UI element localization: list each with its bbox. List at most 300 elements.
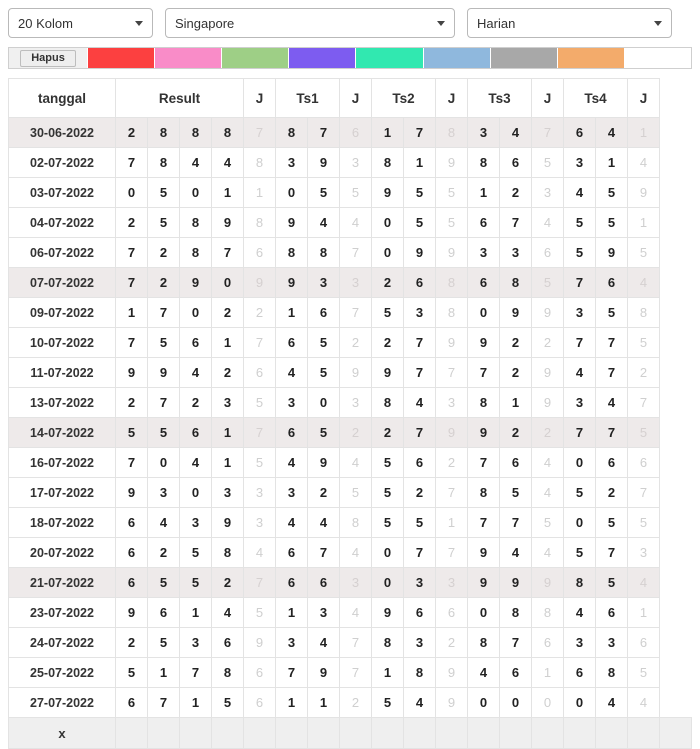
cell-digit[interactable]: 4 xyxy=(308,628,340,658)
cell-digit[interactable]: 5 xyxy=(500,478,532,508)
table-row[interactable] xyxy=(9,298,692,328)
cell-digit[interactable]: 4 xyxy=(500,118,532,148)
cell-digit[interactable]: 9 xyxy=(308,658,340,688)
cell-digit[interactable]: 1 xyxy=(116,298,148,328)
cell-j[interactable]: 2 xyxy=(436,628,468,658)
cell-j[interactable]: 3 xyxy=(244,478,276,508)
cell-digit[interactable]: 6 xyxy=(116,508,148,538)
cell-digit[interactable]: 0 xyxy=(564,508,596,538)
cell-j[interactable]: 3 xyxy=(340,568,372,598)
cell-digit[interactable]: 0 xyxy=(180,298,212,328)
cell-j[interactable]: 5 xyxy=(628,508,660,538)
cell-j[interactable]: 3 xyxy=(340,148,372,178)
cell-digit[interactable]: 4 xyxy=(596,388,628,418)
table-row[interactable] xyxy=(9,568,692,598)
cell-digit[interactable]: 5 xyxy=(596,508,628,538)
cell-digit[interactable]: 9 xyxy=(468,568,500,598)
cell-digit[interactable]: 9 xyxy=(116,358,148,388)
cell-digit[interactable]: 0 xyxy=(372,568,404,598)
cell-digit[interactable]: 5 xyxy=(596,298,628,328)
cell-tanggal[interactable]: 23-07-2022 xyxy=(9,598,116,628)
cell-tanggal[interactable]: 18-07-2022 xyxy=(9,508,116,538)
cell-digit[interactable]: 7 xyxy=(148,388,180,418)
cell-j[interactable]: 4 xyxy=(628,688,660,718)
cell-digit[interactable]: 3 xyxy=(564,148,596,178)
cell-digit[interactable]: 7 xyxy=(404,358,436,388)
cell-digit[interactable]: 4 xyxy=(308,208,340,238)
color-swatch-8[interactable] xyxy=(625,48,691,68)
cell-digit[interactable]: 8 xyxy=(468,628,500,658)
table-row[interactable] xyxy=(9,388,692,418)
cell-digit[interactable]: 9 xyxy=(308,448,340,478)
cell-j[interactable]: 9 xyxy=(436,688,468,718)
cell-digit[interactable]: 8 xyxy=(564,568,596,598)
cell-j[interactable]: 5 xyxy=(244,598,276,628)
cell-digit[interactable]: 0 xyxy=(372,208,404,238)
cell-digit[interactable]: 1 xyxy=(596,148,628,178)
cell-digit[interactable]: 3 xyxy=(404,568,436,598)
cell-j[interactable]: 9 xyxy=(628,178,660,208)
cell-digit[interactable]: 5 xyxy=(564,238,596,268)
cell-digit[interactable]: 5 xyxy=(116,418,148,448)
cell-j[interactable]: 2 xyxy=(340,328,372,358)
cell-digit[interactable]: 8 xyxy=(468,148,500,178)
cell-digit[interactable]: 2 xyxy=(372,328,404,358)
cell-digit[interactable]: 4 xyxy=(180,148,212,178)
cell-digit[interactable]: 2 xyxy=(148,238,180,268)
cell-j[interactable]: 6 xyxy=(628,448,660,478)
cell-digit[interactable]: 5 xyxy=(116,658,148,688)
cell-digit[interactable]: 6 xyxy=(564,658,596,688)
cell-j[interactable]: 9 xyxy=(436,658,468,688)
cell-digit[interactable]: 0 xyxy=(468,598,500,628)
cell-digit[interactable]: 3 xyxy=(180,628,212,658)
cell-digit[interactable]: 7 xyxy=(564,268,596,298)
cell-digit[interactable]: 9 xyxy=(372,598,404,628)
cell-digit[interactable]: 8 xyxy=(308,238,340,268)
color-swatch-3[interactable] xyxy=(289,48,356,68)
cell-digit[interactable]: 7 xyxy=(148,298,180,328)
cell-digit[interactable]: 3 xyxy=(276,148,308,178)
cell-digit[interactable]: 5 xyxy=(372,448,404,478)
cell-j[interactable]: 7 xyxy=(436,358,468,388)
cell-digit[interactable]: 5 xyxy=(308,328,340,358)
cell-digit[interactable]: 9 xyxy=(180,268,212,298)
cell-digit[interactable]: 9 xyxy=(468,418,500,448)
cell-digit[interactable]: 6 xyxy=(180,418,212,448)
cell-j[interactable]: 7 xyxy=(340,628,372,658)
cell-digit[interactable]: 2 xyxy=(372,418,404,448)
cell-digit[interactable]: 4 xyxy=(148,508,180,538)
cell-digit[interactable]: 9 xyxy=(372,178,404,208)
cell-j[interactable]: 5 xyxy=(628,658,660,688)
cell-j[interactable]: 4 xyxy=(340,448,372,478)
cell-digit[interactable]: 0 xyxy=(372,538,404,568)
cell-j[interactable]: 3 xyxy=(340,268,372,298)
cell-j[interactable]: 8 xyxy=(436,268,468,298)
color-swatch-2[interactable] xyxy=(222,48,289,68)
cell-digit[interactable]: 3 xyxy=(212,478,244,508)
cell-j[interactable]: 5 xyxy=(436,208,468,238)
cell-j[interactable]: 9 xyxy=(244,628,276,658)
cell-tanggal[interactable]: 07-07-2022 xyxy=(9,268,116,298)
cell-j[interactable]: 4 xyxy=(532,208,564,238)
cell-j[interactable]: 9 xyxy=(532,298,564,328)
cell-j[interactable]: 7 xyxy=(244,118,276,148)
cell-digit[interactable]: 8 xyxy=(180,118,212,148)
cell-digit[interactable]: 3 xyxy=(276,388,308,418)
color-swatch-1[interactable] xyxy=(155,48,222,68)
cell-digit[interactable]: 9 xyxy=(500,298,532,328)
table-row[interactable] xyxy=(9,478,692,508)
cell-digit[interactable]: 8 xyxy=(468,478,500,508)
cell-digit[interactable]: 3 xyxy=(500,238,532,268)
table-row[interactable] xyxy=(9,448,692,478)
cell-digit[interactable]: 3 xyxy=(564,628,596,658)
cell-digit[interactable]: 6 xyxy=(404,448,436,478)
column-header-j-2[interactable]: J xyxy=(244,79,276,118)
cell-digit[interactable]: 9 xyxy=(276,208,308,238)
cell-digit[interactable]: 5 xyxy=(372,688,404,718)
column-header-tanggal-0[interactable]: tanggal xyxy=(9,79,116,118)
cell-digit[interactable]: 2 xyxy=(180,388,212,418)
cell-digit[interactable]: 0 xyxy=(564,448,596,478)
cell-j[interactable]: 7 xyxy=(628,388,660,418)
cell-digit[interactable]: 4 xyxy=(276,508,308,538)
periode-select[interactable] xyxy=(467,8,672,38)
cell-digit[interactable]: 7 xyxy=(468,358,500,388)
color-swatch-0[interactable] xyxy=(88,48,155,68)
cell-j[interactable]: 9 xyxy=(436,328,468,358)
cell-digit[interactable]: 7 xyxy=(596,358,628,388)
cell-digit[interactable]: 3 xyxy=(404,628,436,658)
hapus-button[interactable] xyxy=(9,48,88,68)
cell-digit[interactable]: 2 xyxy=(372,268,404,298)
cell-digit[interactable]: 7 xyxy=(500,208,532,238)
cell-tanggal[interactable]: 20-07-2022 xyxy=(9,538,116,568)
cell-digit[interactable]: 5 xyxy=(148,328,180,358)
cell-j[interactable]: 5 xyxy=(244,388,276,418)
cell-tanggal[interactable]: 10-07-2022 xyxy=(9,328,116,358)
cell-j[interactable]: 5 xyxy=(532,268,564,298)
cell-j[interactable]: 9 xyxy=(244,268,276,298)
cell-j[interactable]: 2 xyxy=(532,418,564,448)
cell-j[interactable]: 3 xyxy=(628,538,660,568)
cell-digit[interactable]: 3 xyxy=(308,268,340,298)
cell-digit[interactable]: 0 xyxy=(212,268,244,298)
cell-digit[interactable]: 8 xyxy=(276,118,308,148)
cell-digit[interactable]: 2 xyxy=(212,358,244,388)
table-row[interactable] xyxy=(9,538,692,568)
cell-digit[interactable]: 5 xyxy=(564,478,596,508)
cell-j[interactable]: 4 xyxy=(532,538,564,568)
cell-digit[interactable]: 3 xyxy=(564,388,596,418)
cell-digit[interactable]: 1 xyxy=(276,298,308,328)
cell-digit[interactable]: 7 xyxy=(596,328,628,358)
cell-digit[interactable]: 5 xyxy=(148,208,180,238)
cell-digit[interactable]: 0 xyxy=(308,388,340,418)
cell-digit[interactable]: 6 xyxy=(308,298,340,328)
color-swatch-5[interactable] xyxy=(424,48,491,68)
cell-digit[interactable]: 6 xyxy=(468,208,500,238)
cell-digit[interactable]: 7 xyxy=(564,418,596,448)
color-swatch-7[interactable] xyxy=(558,48,625,68)
cell-digit[interactable]: 1 xyxy=(276,598,308,628)
cell-digit[interactable]: 4 xyxy=(500,538,532,568)
cell-digit[interactable]: 7 xyxy=(116,238,148,268)
cell-j[interactable]: 8 xyxy=(340,508,372,538)
cell-digit[interactable]: 5 xyxy=(148,568,180,598)
column-header-j-10[interactable]: J xyxy=(628,79,660,118)
cell-j[interactable]: 2 xyxy=(340,418,372,448)
cell-j[interactable]: 9 xyxy=(532,568,564,598)
cell-j[interactable]: 7 xyxy=(244,418,276,448)
cell-digit[interactable]: 5 xyxy=(308,418,340,448)
cell-digit[interactable]: 8 xyxy=(404,658,436,688)
cell-digit[interactable]: 5 xyxy=(404,208,436,238)
cell-digit[interactable]: 9 xyxy=(468,538,500,568)
column-header-j-8[interactable]: J xyxy=(532,79,564,118)
cell-j[interactable]: 2 xyxy=(532,328,564,358)
cell-digit[interactable]: 5 xyxy=(308,178,340,208)
cell-j[interactable]: 6 xyxy=(436,598,468,628)
cell-digit[interactable]: 6 xyxy=(276,418,308,448)
cell-j[interactable]: 4 xyxy=(628,268,660,298)
cell-digit[interactable]: 4 xyxy=(596,118,628,148)
cell-j[interactable]: 5 xyxy=(628,418,660,448)
table-row[interactable] xyxy=(9,118,692,148)
cell-j[interactable]: 5 xyxy=(436,178,468,208)
cell-j[interactable]: 0 xyxy=(532,688,564,718)
cell-digit[interactable]: 9 xyxy=(148,358,180,388)
cell-j[interactable]: 7 xyxy=(532,118,564,148)
table-row[interactable] xyxy=(9,208,692,238)
cell-digit[interactable]: 8 xyxy=(212,118,244,148)
cell-tanggal[interactable]: 13-07-2022 xyxy=(9,388,116,418)
cell-digit[interactable]: 7 xyxy=(468,508,500,538)
table-row[interactable] xyxy=(9,328,692,358)
cell-digit[interactable]: 0 xyxy=(372,238,404,268)
cell-digit[interactable]: 8 xyxy=(212,538,244,568)
cell-digit[interactable]: 0 xyxy=(116,178,148,208)
cell-digit[interactable]: 7 xyxy=(180,658,212,688)
cell-tanggal[interactable]: 04-07-2022 xyxy=(9,208,116,238)
cell-j[interactable]: 4 xyxy=(340,598,372,628)
cell-digit[interactable]: 9 xyxy=(116,598,148,628)
cell-j[interactable]: 5 xyxy=(244,448,276,478)
cell-digit[interactable]: 3 xyxy=(148,478,180,508)
cell-tanggal[interactable]: 03-07-2022 xyxy=(9,178,116,208)
cell-tanggal[interactable]: 14-07-2022 xyxy=(9,418,116,448)
cell-j[interactable]: 7 xyxy=(436,478,468,508)
cell-digit[interactable]: 7 xyxy=(564,328,596,358)
cell-digit[interactable]: 7 xyxy=(116,328,148,358)
cell-digit[interactable]: 1 xyxy=(212,448,244,478)
cell-tanggal[interactable]: 09-07-2022 xyxy=(9,298,116,328)
table-row[interactable] xyxy=(9,508,692,538)
cell-digit[interactable]: 5 xyxy=(308,358,340,388)
cell-digit[interactable]: 5 xyxy=(148,178,180,208)
cell-j[interactable]: 2 xyxy=(244,298,276,328)
cell-digit[interactable]: 1 xyxy=(180,598,212,628)
cell-digit[interactable]: 6 xyxy=(276,568,308,598)
cell-j[interactable]: 6 xyxy=(532,238,564,268)
cell-digit[interactable]: 6 xyxy=(116,688,148,718)
table-row[interactable] xyxy=(9,658,692,688)
table-row[interactable] xyxy=(9,178,692,208)
cell-digit[interactable]: 4 xyxy=(180,358,212,388)
cell-j[interactable]: 2 xyxy=(340,688,372,718)
cell-j[interactable]: 6 xyxy=(628,628,660,658)
cell-digit[interactable]: 3 xyxy=(468,118,500,148)
cell-digit[interactable]: 0 xyxy=(500,688,532,718)
cell-digit[interactable]: 0 xyxy=(468,298,500,328)
cell-digit[interactable]: 0 xyxy=(180,478,212,508)
cell-digit[interactable]: 5 xyxy=(596,208,628,238)
table-row[interactable] xyxy=(9,598,692,628)
cell-digit[interactable]: 1 xyxy=(308,688,340,718)
cell-digit[interactable]: 8 xyxy=(148,148,180,178)
cell-digit[interactable]: 8 xyxy=(372,148,404,178)
cell-digit[interactable]: 8 xyxy=(148,118,180,148)
cell-tanggal[interactable]: 06-07-2022 xyxy=(9,238,116,268)
cell-j[interactable]: 6 xyxy=(244,238,276,268)
column-header-ts2-5[interactable]: Ts2 xyxy=(372,79,436,118)
cell-j[interactable]: 8 xyxy=(436,118,468,148)
cell-digit[interactable]: 6 xyxy=(500,448,532,478)
cell-j[interactable]: 7 xyxy=(436,538,468,568)
cell-digit[interactable]: 8 xyxy=(212,658,244,688)
cell-digit[interactable]: 1 xyxy=(500,388,532,418)
table-row[interactable] xyxy=(9,358,692,388)
cell-j[interactable]: 9 xyxy=(436,418,468,448)
cell-digit[interactable]: 1 xyxy=(404,148,436,178)
cell-j[interactable]: 3 xyxy=(436,388,468,418)
cell-digit[interactable]: 5 xyxy=(148,628,180,658)
cell-digit[interactable]: 2 xyxy=(148,538,180,568)
cell-digit[interactable]: 4 xyxy=(212,148,244,178)
cell-digit[interactable]: 1 xyxy=(468,178,500,208)
cell-digit[interactable]: 6 xyxy=(500,148,532,178)
cell-digit[interactable]: 7 xyxy=(116,268,148,298)
cell-j[interactable]: 1 xyxy=(628,208,660,238)
cell-j[interactable]: 8 xyxy=(628,298,660,328)
cell-digit[interactable]: 2 xyxy=(116,628,148,658)
cell-j[interactable]: 1 xyxy=(436,508,468,538)
cell-digit[interactable]: 1 xyxy=(212,178,244,208)
cell-digit[interactable]: 9 xyxy=(308,148,340,178)
cell-digit[interactable]: 3 xyxy=(276,628,308,658)
cell-digit[interactable]: 5 xyxy=(404,178,436,208)
color-palette-bar[interactable] xyxy=(8,47,692,69)
cell-digit[interactable]: 6 xyxy=(596,598,628,628)
cell-digit[interactable]: 5 xyxy=(180,538,212,568)
cell-j[interactable]: 1 xyxy=(628,118,660,148)
cell-digit[interactable]: 7 xyxy=(468,448,500,478)
cell-digit[interactable]: 8 xyxy=(180,238,212,268)
cell-digit[interactable]: 8 xyxy=(180,208,212,238)
cell-j[interactable]: 9 xyxy=(532,358,564,388)
cell-tanggal[interactable]: 25-07-2022 xyxy=(9,658,116,688)
cell-digit[interactable]: 1 xyxy=(148,658,180,688)
cell-digit[interactable]: 9 xyxy=(276,268,308,298)
cell-j[interactable]: 4 xyxy=(532,448,564,478)
cell-digit[interactable]: 3 xyxy=(180,508,212,538)
cell-digit[interactable]: 6 xyxy=(468,268,500,298)
pasaran-select[interactable] xyxy=(165,8,455,38)
cell-tanggal[interactable]: 16-07-2022 xyxy=(9,448,116,478)
cell-digit[interactable]: 9 xyxy=(468,328,500,358)
cell-j[interactable]: 2 xyxy=(628,358,660,388)
cell-digit[interactable]: 6 xyxy=(180,328,212,358)
cell-j[interactable]: 5 xyxy=(532,148,564,178)
cell-j[interactable]: 3 xyxy=(532,178,564,208)
cell-digit[interactable]: 8 xyxy=(468,388,500,418)
cell-digit[interactable]: 0 xyxy=(468,688,500,718)
column-header-ts3-7[interactable]: Ts3 xyxy=(468,79,532,118)
cell-tanggal[interactable]: 24-07-2022 xyxy=(9,628,116,658)
cell-digit[interactable]: 6 xyxy=(596,268,628,298)
cell-j[interactable]: 1 xyxy=(628,598,660,628)
cell-tanggal[interactable]: 11-07-2022 xyxy=(9,358,116,388)
cell-digit[interactable]: 2 xyxy=(116,388,148,418)
cell-digit[interactable]: 3 xyxy=(276,478,308,508)
cell-j[interactable]: 9 xyxy=(436,148,468,178)
cell-j[interactable]: 4 xyxy=(244,538,276,568)
cell-digit[interactable]: 7 xyxy=(404,118,436,148)
cell-digit[interactable]: 7 xyxy=(212,238,244,268)
cell-digit[interactable]: 4 xyxy=(468,658,500,688)
cell-digit[interactable]: 9 xyxy=(212,208,244,238)
cell-digit[interactable]: 0 xyxy=(148,448,180,478)
cell-digit[interactable]: 0 xyxy=(180,178,212,208)
cell-digit[interactable]: 4 xyxy=(308,508,340,538)
cell-j[interactable]: 6 xyxy=(244,658,276,688)
cell-digit[interactable]: 7 xyxy=(500,508,532,538)
cell-digit[interactable]: 9 xyxy=(372,358,404,388)
cell-j[interactable]: 3 xyxy=(340,388,372,418)
cell-digit[interactable]: 4 xyxy=(564,358,596,388)
cell-j[interactable]: 6 xyxy=(340,118,372,148)
cell-j[interactable]: 5 xyxy=(340,178,372,208)
cell-digit[interactable]: 2 xyxy=(500,328,532,358)
cell-digit[interactable]: 6 xyxy=(404,268,436,298)
cell-digit[interactable]: 6 xyxy=(276,328,308,358)
cell-j[interactable]: 8 xyxy=(436,298,468,328)
cell-digit[interactable]: 5 xyxy=(180,568,212,598)
cell-digit[interactable]: 8 xyxy=(276,238,308,268)
column-header-ts4-9[interactable]: Ts4 xyxy=(564,79,628,118)
cell-j[interactable]: 7 xyxy=(340,298,372,328)
cell-digit[interactable]: 4 xyxy=(404,388,436,418)
cell-j[interactable]: 8 xyxy=(244,208,276,238)
cell-digit[interactable]: 1 xyxy=(372,658,404,688)
cell-j[interactable]: 7 xyxy=(340,238,372,268)
cell-digit[interactable]: 2 xyxy=(116,208,148,238)
cell-j[interactable]: 6 xyxy=(532,628,564,658)
table-row[interactable] xyxy=(9,238,692,268)
cell-digit[interactable]: 8 xyxy=(372,628,404,658)
cell-digit[interactable]: 5 xyxy=(564,208,596,238)
cell-digit[interactable]: 9 xyxy=(596,238,628,268)
cell-digit[interactable]: 4 xyxy=(180,448,212,478)
cell-digit[interactable]: 1 xyxy=(276,688,308,718)
cell-digit[interactable]: 2 xyxy=(116,118,148,148)
cell-digit[interactable]: 0 xyxy=(276,178,308,208)
cell-digit[interactable]: 8 xyxy=(500,598,532,628)
cell-digit[interactable]: 5 xyxy=(372,508,404,538)
cell-j[interactable]: 4 xyxy=(628,148,660,178)
